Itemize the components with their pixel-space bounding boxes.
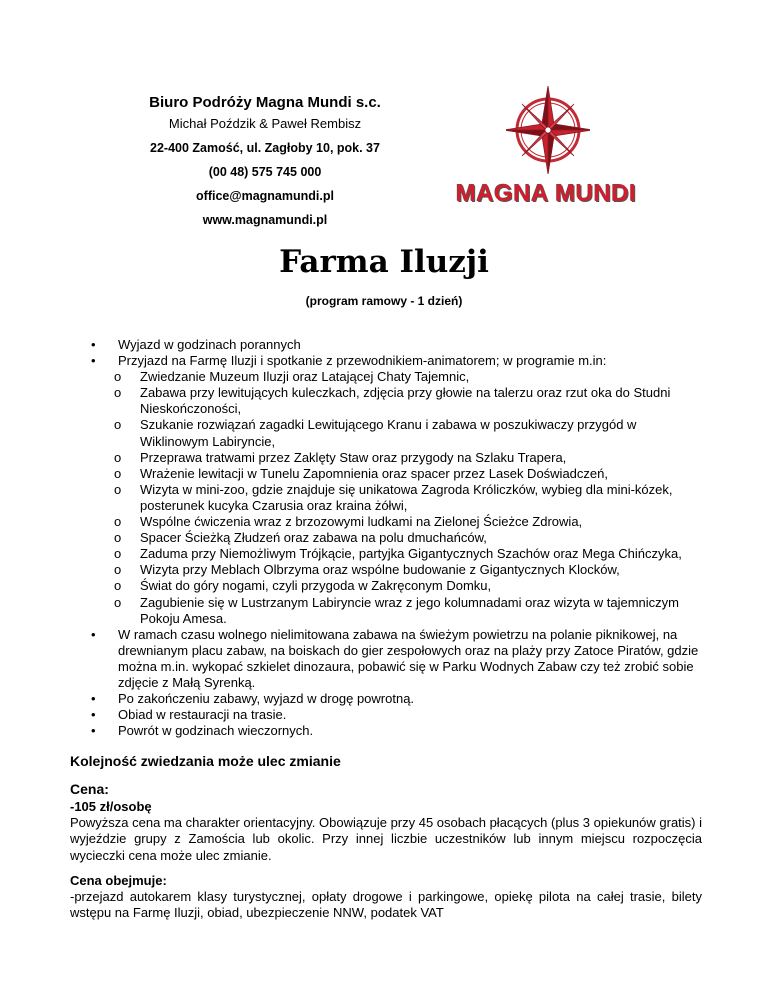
list-item: • W ramach czasu wolnego nielimitowana zabawa na świeżym powietrzu na polanie piknikowej, na drewnianym placu zabaw, na boiskach do gier zespołowych oraz na plaży przy Zatoce Piratów, gdzie można m.in. wykopać szkielet dinozaura, pobawić się w Parku Wodnych Zabaw czy też zrobić sobie zdjęcie z Małą Syrenką.: [88, 627, 708, 691]
logo-wordmark: MAGNA MUNDI: [455, 180, 637, 207]
compass-rose-icon: [506, 84, 590, 176]
list-subitem: o Szukanie rozwiązań zagadki Lewitującego Kranu i zabawa w poszukiwaczy przygód w Wiklinowym Labiryncie,: [88, 417, 708, 449]
list-item: • Wyjazd w godzinach porannych: [88, 337, 708, 353]
list-subitem: o Zwiedzanie Muzeum Iluzji oraz Latającej Chaty Tajemnic,: [88, 369, 708, 385]
phone: (00 48) 575 745 000: [208, 165, 322, 179]
order-note: Kolejność zwiedzania może ulec zmianie: [70, 753, 341, 769]
logo: [436, 84, 656, 206]
address: 22-400 Zamość, ul. Zagłoby 10, pok. 37: [150, 141, 380, 155]
includes-heading: Cena obejmuje:: [70, 873, 167, 888]
list-subitem: o Wspólne ćwiczenia wraz z brzozowymi ludkami na Zielonej Ścieżce Zdrowia,: [88, 514, 708, 530]
owners: Michał Poździk & Paweł Rembisz: [168, 116, 362, 131]
list-subitem: o Przeprawa tratwami przez Zaklęty Staw oraz przygody na Szlaku Trapera,: [88, 450, 708, 466]
list-subitem: o Wrażenie lewitacji w Tunelu Zapomnienia oraz spacer przez Lasek Doświadczeń,: [88, 466, 708, 482]
company-name: Biuro Podróży Magna Mundi s.c.: [149, 94, 381, 111]
list-subitem: o Spacer Ścieżką Złudzeń oraz zabawa na polu dmuchańców,: [88, 530, 708, 546]
price-text: Powyższa cena ma charakter orientacyjny. Obowiązuje przy 45 osobach płacących (plus 3 opiekunów gratis) i wyjeździe grupy z Zamościa lub okolic. Przy innej liczbie uczestników lub innym miejscu rozpoczęcia wycieczki cena może ulec zmianie.: [70, 815, 703, 863]
page-subtitle: (program ramowy - 1 dzień): [305, 294, 463, 308]
list-subitem: o Wizyta przy Meblach Olbrzyma oraz wspólne budowanie z Gigantycznych Klocków,: [88, 562, 708, 578]
list-subitem: o Zagubienie się w Lustrzanym Labiryncie wraz z jego kolumnadami oraz wizyta w tajemniczym Pokoju Amesa.: [88, 595, 708, 627]
program-list: [88, 337, 708, 739]
list-item: • Przyjazd na Farmę Iluzji i spotkanie z przewodnikiem-animatorem; w programie m.in:: [88, 353, 708, 369]
price-value: -105 zł/osobę: [70, 799, 152, 814]
list-subitem: o Zabawa przy lewitujących kuleczkach, zdjęcia przy głowie na talerzu oraz rzut oka do Studni Nieskończoności,: [88, 385, 708, 417]
list-item: • Obiad w restauracji na trasie.: [88, 707, 708, 723]
list-item: • Powrót w godzinach wieczornych.: [88, 723, 708, 739]
list-subitem: o Wizyta w mini-zoo, gdzie znajduje się unikatowa Zagroda Króliczków, wybieg dla mini-kózek, posterunek kucyka Czarusia oraz kraina żółwi,: [88, 482, 708, 514]
email: office@magnamundi.pl: [196, 189, 334, 203]
list-subitem: o Zaduma przy Niemożliwym Trójkącie, partyjka Gigantycznych Szachów oraz Mega Chińczyka,: [88, 546, 708, 562]
website: www.magnamundi.pl: [202, 213, 328, 227]
list-item: • Po zakończeniu zabawy, wyjazd w drogę powrotną.: [88, 691, 708, 707]
price-heading: Cena:: [70, 781, 109, 797]
list-subitem: o Świat do góry nogami, czyli przygoda w Zakręconym Domku,: [88, 578, 708, 594]
page-title: Farma Iluzji: [279, 244, 489, 280]
agency-header: [100, 94, 430, 237]
includes-text: -przejazd autokarem klasy turystycznej, opłaty drogowe i parkingowe, opiekę pilota na całej trasie, bilety wstępu na Farmę Iluzji, obiad, ubezpieczenie NNW, podatek VAT: [70, 889, 702, 921]
